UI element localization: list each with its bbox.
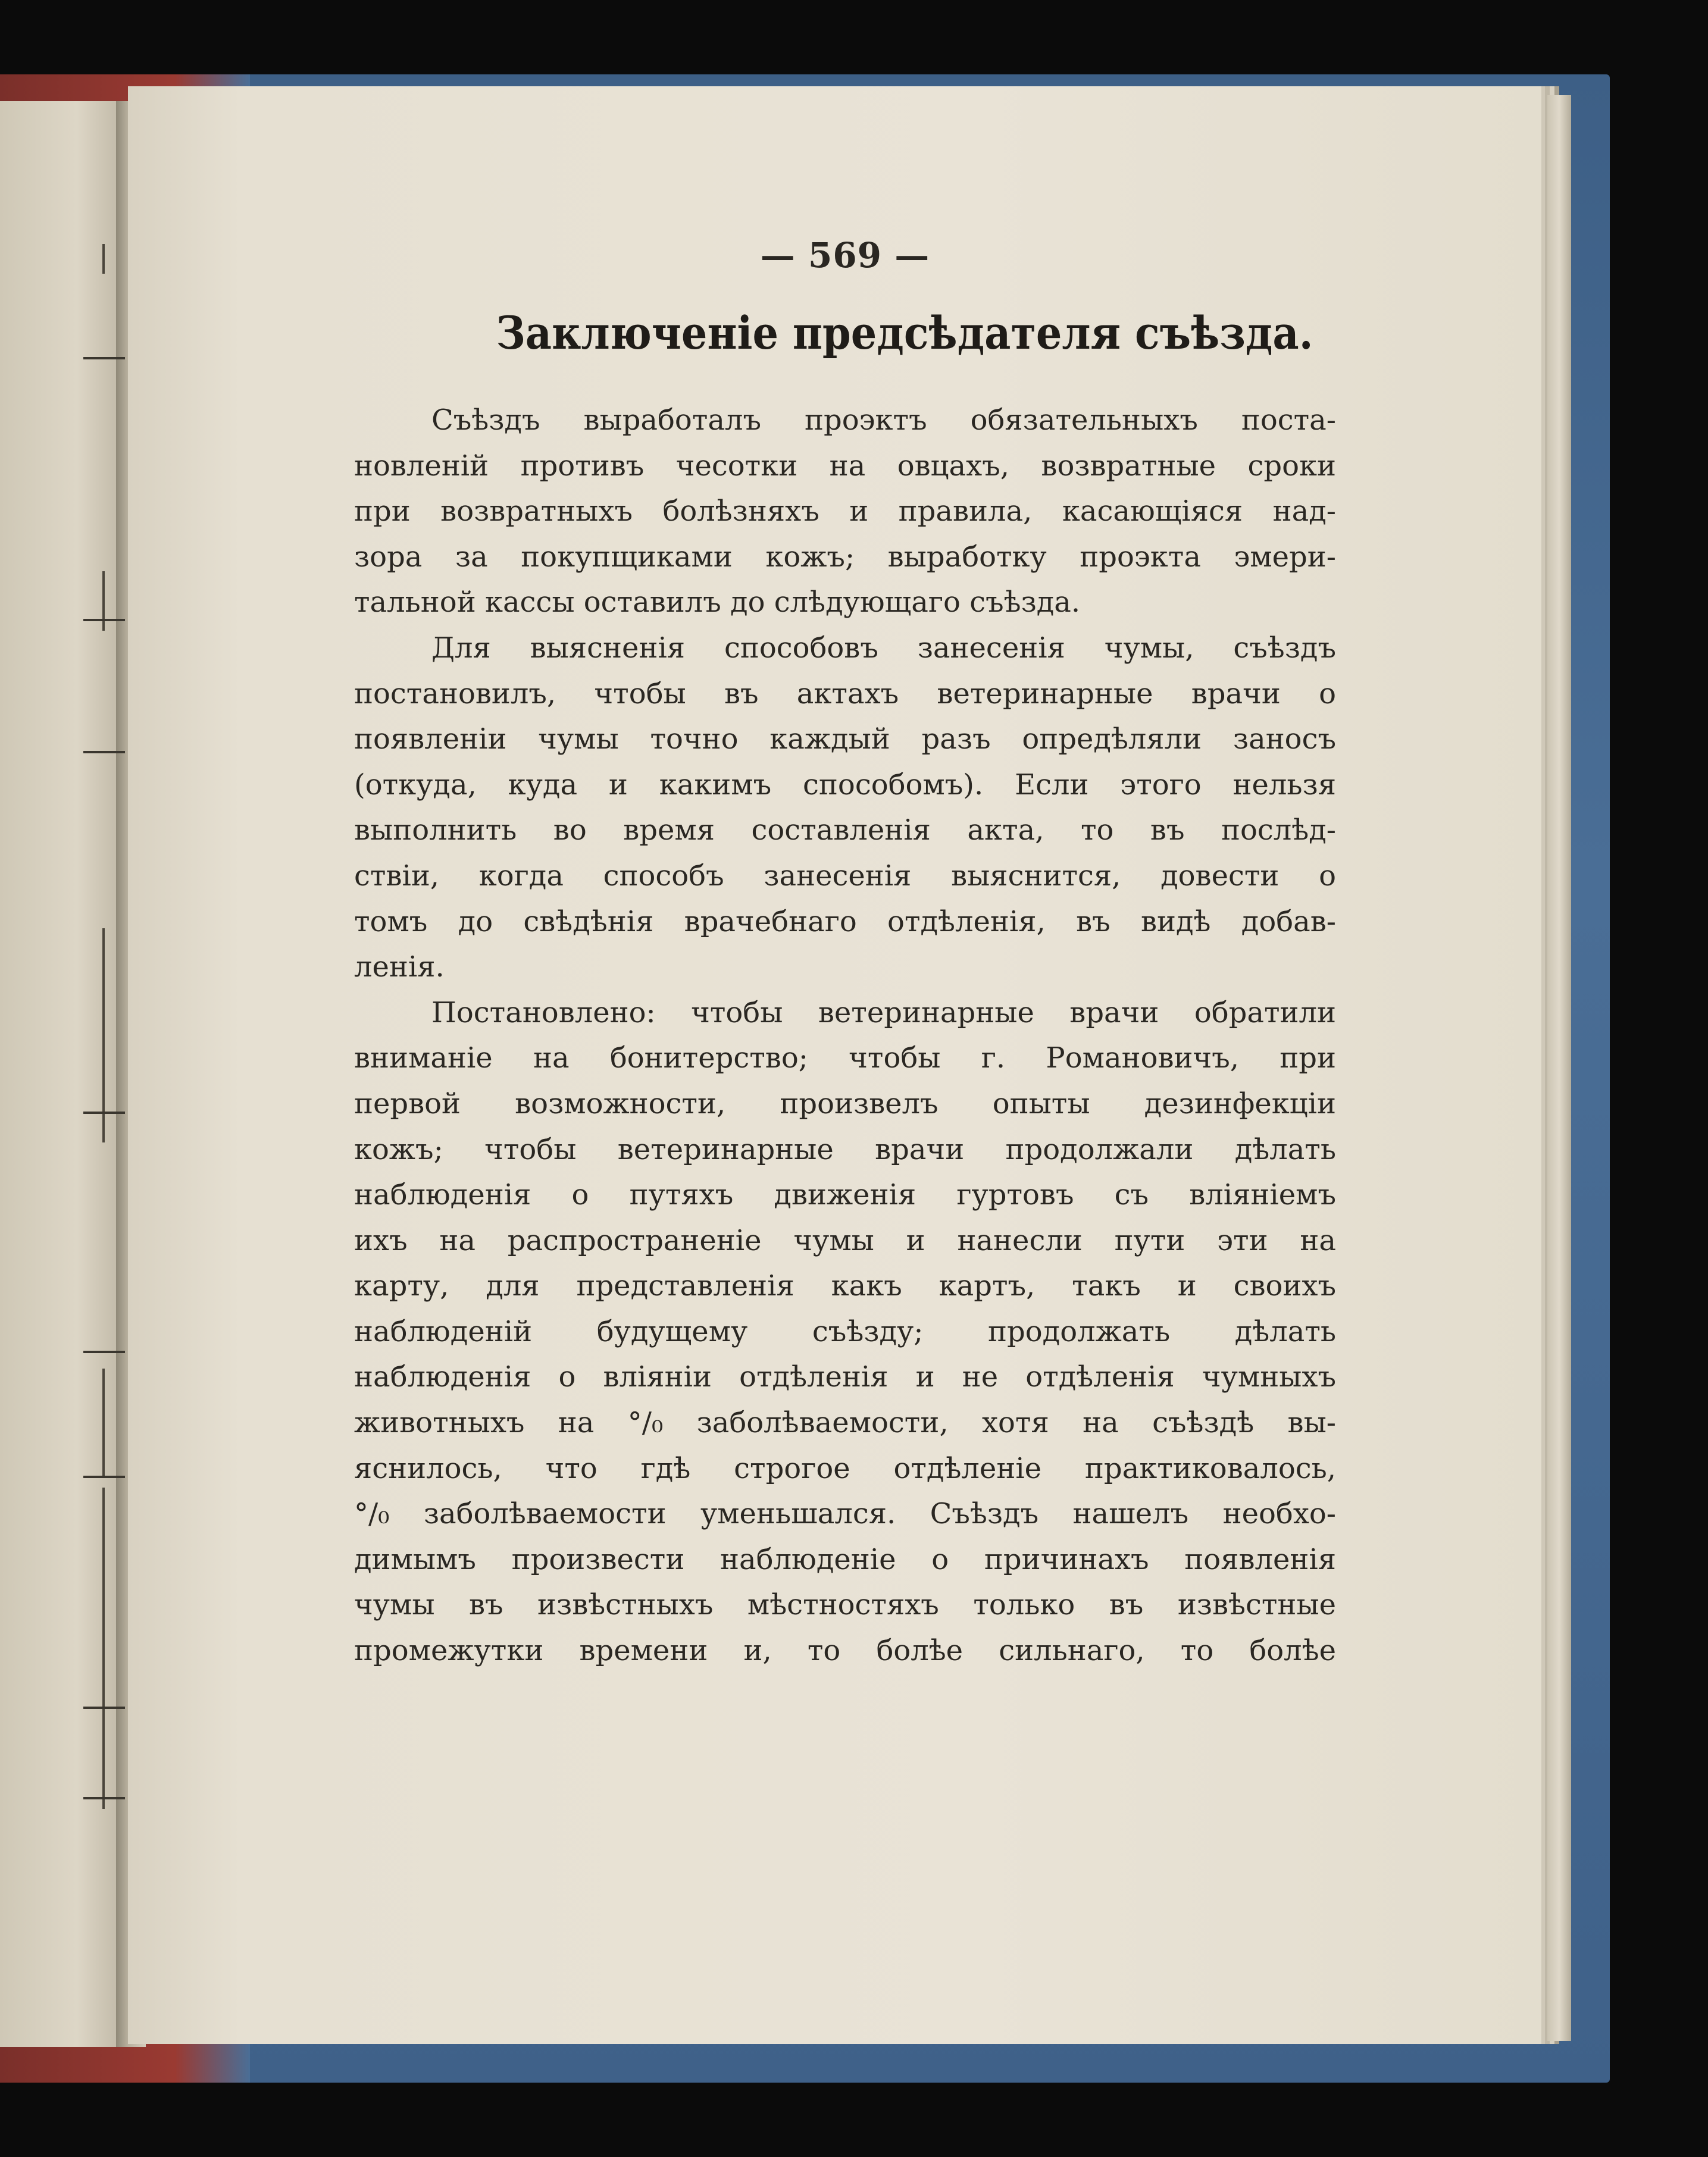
paragraph-2 (354, 625, 1336, 990)
text-line: появленіи чумы точно каждый разъ опредѣляли заносъ (354, 722, 1336, 756)
text-line: яснилось, что гдѣ строгое отдѣленіе практиковалось, (354, 1451, 1336, 1485)
paragraph-1 (354, 397, 1336, 625)
text-line: ствіи, когда способъ занесенія выяснится, довести о (354, 859, 1336, 893)
stitch-thread (102, 1369, 105, 1476)
stitch-mark (83, 1707, 125, 1709)
body-text (354, 397, 1336, 1674)
text-line: промежутки времени и, то болѣе сильнаго, то болѣе (354, 1634, 1336, 1668)
stitch-thread (102, 244, 105, 274)
text-line: ленія. (354, 950, 445, 984)
section-title: Заключеніе предсѣдателя съѣзда. (496, 306, 1313, 359)
stitch-thread (102, 928, 105, 1142)
text-line: животныхъ на °/₀ заболѣваемости, хотя на съѣздѣ вы- (354, 1406, 1336, 1440)
previous-page (0, 101, 128, 2047)
text-line: Постановлено: чтобы ветеринарные врачи обратили (431, 995, 1336, 1029)
text-line: первой возможности, произвелъ опыты дезинфекціи (354, 1087, 1336, 1120)
stitch-mark (83, 1351, 125, 1353)
stitch-mark (83, 357, 125, 359)
text-line: новленій противъ чесотки на овцахъ, возвратные сроки (354, 449, 1336, 483)
stitch-thread (102, 1488, 105, 1809)
text-line: Для выясненія способовъ занесенія чумы, съѣздъ (431, 631, 1336, 665)
text-line: димымъ произвести наблюденіе о причинахъ появленія (354, 1542, 1336, 1576)
stitch-mark (83, 1476, 125, 1478)
stitch-mark (83, 751, 125, 753)
page-stack-edge (1547, 95, 1571, 2041)
page-number: — 569 — (760, 235, 930, 276)
text-line: постановилъ, чтобы въ актахъ ветеринарные врачи о (354, 677, 1336, 710)
text-line: томъ до свѣдѣнія врачебнаго отдѣленія, въ видѣ добав- (354, 904, 1336, 938)
text-line: чумы въ извѣстныхъ мѣстностяхъ только въ извѣстные (354, 1588, 1336, 1622)
stitch-mark (83, 619, 125, 621)
text-line: при возвратныхъ болѣзняхъ и правила, касающіяся над- (354, 494, 1336, 528)
text-line: (откуда, куда и какимъ способомъ). Если этого нельзя (354, 768, 1336, 802)
text-line: °/₀ заболѣваемости уменьшался. Съѣздъ нашелъ необхо- (354, 1497, 1336, 1531)
text-line: тальной кассы оставилъ до слѣдующаго съѣзда. (354, 586, 1081, 619)
text-line: Съѣздъ выработалъ проэктъ обязательныхъ поста- (431, 403, 1336, 437)
text-line: вниманіе на бонитерство; чтобы г. Романовичъ, при (354, 1041, 1336, 1075)
text-line: наблюденій будущему съѣзду; продолжать дѣлать (354, 1314, 1336, 1348)
binding-edge-bottom (0, 2041, 250, 2083)
text-line: ихъ на распространеніе чумы и нанесли пути эти на (354, 1223, 1336, 1257)
text-line: выполнить во время составленія акта, то въ послѣд- (354, 813, 1336, 847)
text-line: карту, для представленія какъ картъ, такъ и своихъ (354, 1269, 1336, 1303)
text-line: зора за покупщиками кожъ; выработку проэкта эмери- (354, 540, 1336, 574)
text-line: наблюденія о вліяніи отдѣленія и не отдѣленія чумныхъ (354, 1360, 1336, 1394)
stitch-mark (83, 1112, 125, 1114)
stitch-mark (83, 1797, 125, 1799)
text-line: кожъ; чтобы ветеринарные врачи продолжали дѣлать (354, 1132, 1336, 1166)
paragraph-3 (354, 990, 1336, 1674)
text-line: наблюденія о путяхъ движенія гуртовъ съ вліяніемъ (354, 1178, 1336, 1212)
stitch-thread (102, 571, 105, 631)
